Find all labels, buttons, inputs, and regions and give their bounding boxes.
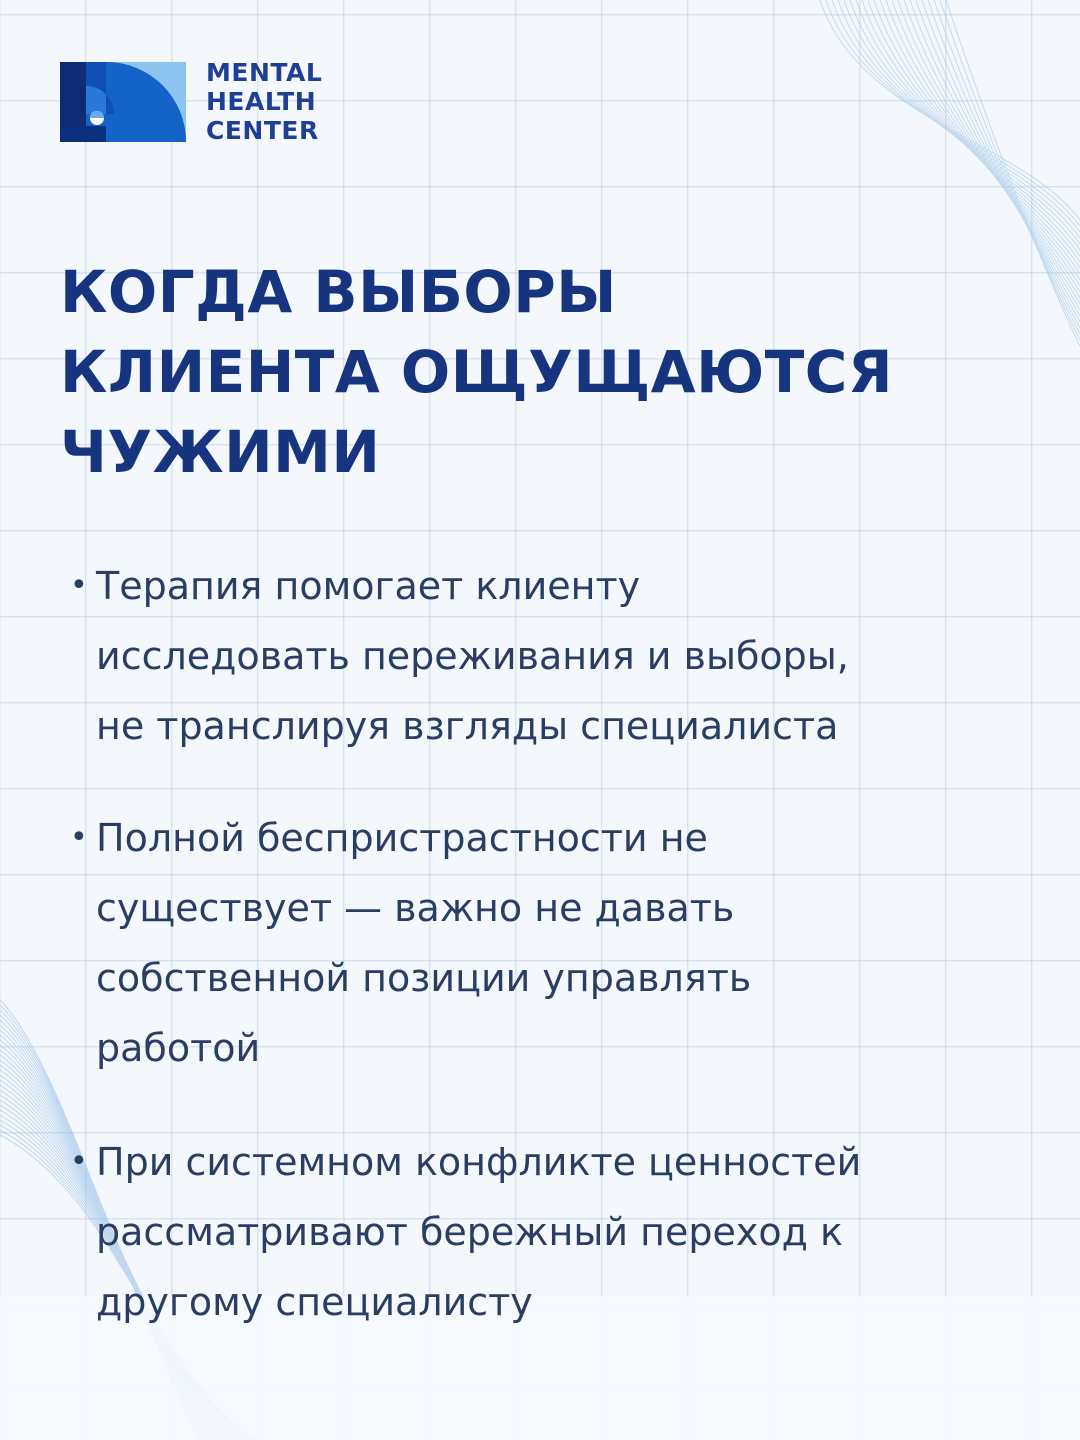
bullet-marker: • xyxy=(70,820,88,855)
brand-logo xyxy=(60,58,322,145)
bullet-text-line: не транслируя взгляды специалиста xyxy=(96,704,839,748)
title-line-3: ЧУЖИМИ xyxy=(60,418,381,486)
bullet-marker: • xyxy=(70,568,88,603)
bullet-text-line: другому специалисту xyxy=(96,1280,533,1324)
title-line-1: КОГДА ВЫБОРЫ xyxy=(60,258,617,326)
logo-line-3: CENTER xyxy=(206,116,319,145)
bullet-text-line: существует — важно не давать xyxy=(96,886,735,930)
bullet-item-value-conflict xyxy=(70,1127,1016,1337)
bullet-item-no-full-neutrality xyxy=(70,803,1016,1083)
logo-mark-icon xyxy=(60,62,186,142)
bullet-marker: • xyxy=(70,1144,88,1179)
bullet-item-therapy-explores xyxy=(70,551,1016,761)
logo-line-2: HEALTH xyxy=(206,87,317,116)
bullet-text-line: При системном конфликте ценностей xyxy=(96,1140,862,1184)
logo-line-1: MENTAL xyxy=(206,58,323,87)
bullet-text-line: работой xyxy=(96,1026,261,1070)
bullet-text-line: рассматривают бережный переход к xyxy=(96,1210,843,1254)
bullet-text-line: Терапия помогает клиенту xyxy=(96,564,641,608)
page-title xyxy=(60,252,1040,492)
logo-wordmark xyxy=(206,58,322,145)
bullet-text-line: исследовать переживания и выборы, xyxy=(96,634,849,678)
bullet-text-line: Полной беспристрастности не xyxy=(96,816,708,860)
bullet-text-line: собственной позиции управлять xyxy=(96,956,752,1000)
title-line-2: КЛИЕНТА ОЩУЩАЮТСЯ xyxy=(60,338,893,406)
